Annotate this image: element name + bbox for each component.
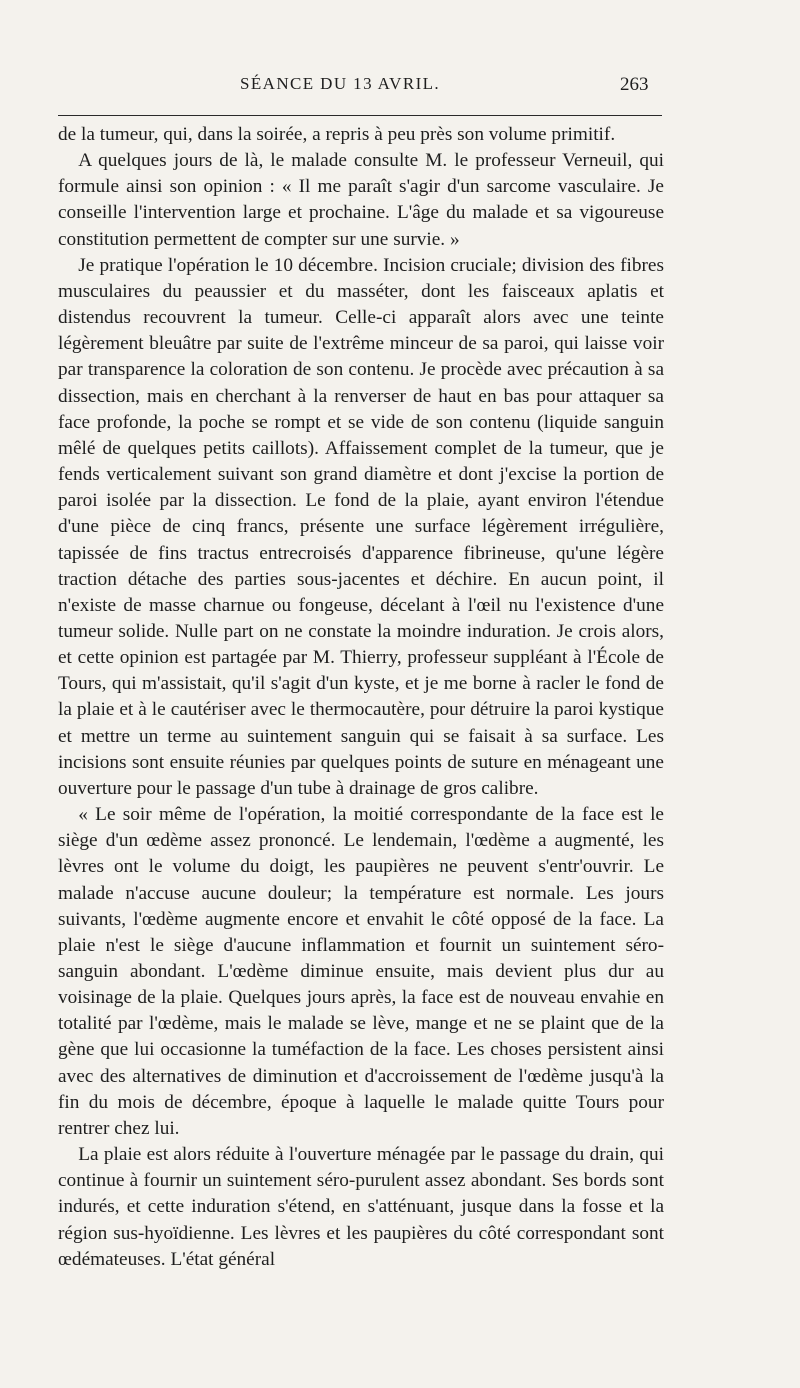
running-head-title: SÉANCE DU 13 AVRIL.: [240, 74, 441, 93]
paragraph: « Le soir même de l'opération, la moitié correspondante de la face est le siège d'un œdème assez prononcé. Le lendemain, l'œdème a augmenté, les lèvres ont le volume du doigt, les paupières ne peuvent s'entr'ouvrir. Le malade n'accuse aucune douleur; la température est normale. Les jours suivants, l'œdème augmente encore et envahit le côté opposé de la face. La plaie n'est le siège d'aucune inflammation et fournit un suintement séro-sanguin abondant. L'œdème diminue ensuite, mais devient plus dur au voisinage de la plaie. Quelques jours après, la face est de nouveau envahie en totalité par l'œdème, mais le malade se lève, mange et ne se plaint que de la gène que lui occasionne la tuméfaction de la face. Les choses persistent ainsi avec des alternatives de diminution et d'accroissement de l'œdème jusqu'à la fin du mois de décembre, époque à laquelle le malade quitte Tours pour rentrer chez lui.: [58, 804, 664, 1139]
body-text: [58, 122, 664, 1273]
running-head: [0, 74, 800, 104]
paragraph: A quelques jours de là, le malade consulte M. le professeur Verneuil, qui formule ainsi son opinion : « Il me paraît s'agir d'un sarcome vasculaire. Je conseille l'intervention large et prochaine. L'âge du malade et sa vigoureuse constitution permettent de compter sur une survie. »: [58, 150, 664, 250]
header-rule: [58, 115, 662, 116]
page-number: 263: [620, 74, 649, 95]
paragraph: de la tumeur, qui, dans la soirée, a repris à peu près son volume primitif.: [58, 124, 616, 145]
paragraph: La plaie est alors réduite à l'ouverture ménagée par le passage du drain, qui continue à fournir un suintement séro-purulent assez abondant. Ses bords sont indurés, et cette induration s'étend, en s'atténuant, jusque dans la fosse et la région sus-hyoïdienne. Les lèvres et les paupières du côté correspondant sont œdémateuses. L'état général: [58, 1144, 664, 1270]
paragraph: Je pratique l'opération le 10 décembre. Incision cruciale; division des fibres musculaires du peaussier et du masséter, dont les faisceaux aplatis et distendus recouvrent la tumeur. Celle-ci apparaît alors avec une teinte légèrement bleuâtre par suite de l'extrême minceur de sa paroi, qui laisse voir par transparence la coloration de son contenu. Je procède avec précaution à sa dissection, mais en cherchant à la renverser de haut en bas pour attaquer sa face profonde, la poche se rompt et se vide de son contenu (liquide sanguin mêlé de quelques petits caillots). Affaissement complet de la tumeur, que je fends verticalement suivant son grand diamètre et dont j'excise la portion de paroi isolée par la dissection. Le fond de la plaie, ayant environ l'étendue d'une pièce de cinq francs, présente une surface légèrement irrégulière, tapissée de fins tractus entrecroisés d'apparence fibrineuse, qu'une légère traction détache des parties sous-jacentes et déchire. En aucun point, il n'existe de masse charnue ou fongeuse, décelant à l'œil nu l'existence d'une tumeur solide. Nulle part on ne constate la moindre induration. Je crois alors, et cette opinion est partagée par M. Thierry, professeur suppléant à l'École de Tours, qui m'assistait, qu'il s'agit d'un kyste, et je me borne à racler le fond de la plaie et à le cautériser avec le thermocautère, pour détruire la paroi kystique et mettre un terme au suintement sanguin qui se faisait à sa surface. Les incisions sont ensuite réunies par quelques points de suture en ménageant une ouverture pour le passage d'un tube à drainage de gros calibre.: [58, 254, 664, 799]
